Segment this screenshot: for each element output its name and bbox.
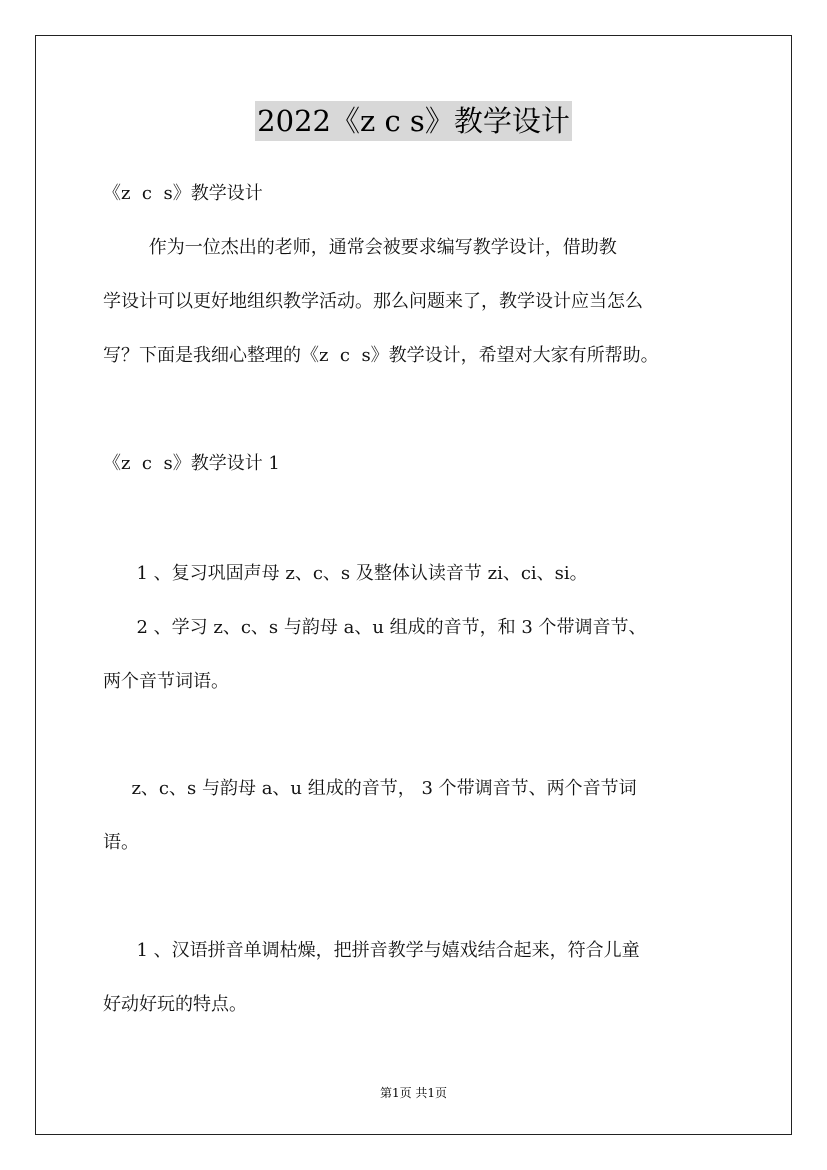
title-container [0,101,827,141]
paragraph-line: 1 、汉语拼音单调枯燥，把拼音教学与嬉戏结合起来，符合儿童 [125,940,640,961]
paragraph-line: 语。 [103,832,139,853]
paragraph-line: 两个音节词语。 [103,671,229,692]
paragraph-line: 1 、复习巩固声母 z、c、s 及整体认读音节 zi、ci、si。 [125,563,588,584]
page-number-footer: 第1页 共1页 [379,1086,448,1100]
paragraph-line: 2 、学习 z、c、s 与韵母 a、u 组成的音节，和 3 个带调音节、 [125,617,647,638]
paragraph-line: 写？下面是我细心整理的《z c s》教学设计，希望对大家有所帮助。 [103,345,659,366]
subtitle-line: 《z c s》教学设计 [103,183,263,204]
paragraph-line: 好动好玩的特点。 [103,994,247,1015]
paragraph-line: z、c、s 与韵母 a、u 组成的音节， 3 个带调音节、两个音节词 [120,778,637,799]
paragraph-line: 作为一位杰出的老师，通常会被要求编写教学设计，借助教 [103,237,617,258]
document-title: 2022《z c s》教学设计 [255,101,572,141]
paragraph-line: 学设计可以更好地组织教学活动。那么问题来了，教学设计应当怎么 [103,291,643,312]
section-heading: 《z c s》教学设计 1 [103,453,280,474]
